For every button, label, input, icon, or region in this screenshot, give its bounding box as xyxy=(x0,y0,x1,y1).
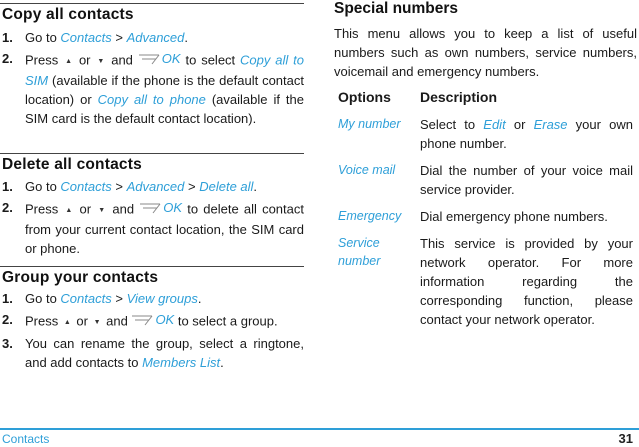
step-text: > xyxy=(111,291,127,306)
menu-link-edit: Edit xyxy=(483,117,506,132)
step-text: or xyxy=(74,52,96,68)
step-number: 3. xyxy=(2,335,13,351)
option-emergency: Emergency xyxy=(338,209,402,223)
description-cell: Dial the number of your voice mail service provider. xyxy=(420,163,633,197)
ok-label: OK xyxy=(155,312,175,327)
step-number: 1. xyxy=(2,179,13,194)
section-title-group: Group your contacts xyxy=(2,269,159,286)
menu-link-members-list: Members List xyxy=(142,354,221,370)
step-number: 2. xyxy=(2,51,13,66)
section-rule xyxy=(0,153,304,154)
table-header-row xyxy=(334,85,637,113)
step-text: Press xyxy=(25,313,62,329)
menu-link-copy-to-phone: Copy all to phone xyxy=(97,91,206,107)
nav-down-icon: ▼ xyxy=(98,206,106,214)
column-header-description: Description xyxy=(420,89,498,105)
section-title-delete: Delete all contacts xyxy=(2,156,142,173)
step-text: or xyxy=(74,201,97,217)
desc-text: Select to xyxy=(420,117,484,132)
table-row xyxy=(334,205,637,232)
option-voice-mail: Voice mail xyxy=(338,163,396,177)
section-rule xyxy=(0,266,304,267)
menu-link-view-groups: View groups xyxy=(126,291,198,306)
menu-link-contacts: Contacts xyxy=(60,291,112,306)
group-steps xyxy=(0,289,304,374)
step-text: (available if the phone is the default contact location) or xyxy=(25,72,304,107)
nav-up-icon: ▲ xyxy=(65,57,73,65)
step-text: > xyxy=(111,30,127,45)
list-item xyxy=(0,334,304,372)
desc-text: or xyxy=(505,117,534,132)
desc-text: your own phone number. xyxy=(420,117,633,151)
step-text: Press xyxy=(25,201,64,217)
nav-up-icon: ▲ xyxy=(65,206,73,214)
step-text: . xyxy=(197,291,202,306)
step-text: . xyxy=(184,30,189,45)
column-header-options: Options xyxy=(338,89,391,105)
special-numbers-intro: This menu allows you to keep a list of useful numbers such as own numbers, service numbers, voicemail and emergency numbers. xyxy=(334,26,637,79)
menu-link-contacts: Contacts xyxy=(60,30,112,45)
step-text: Go to xyxy=(25,30,61,45)
step-number: 2. xyxy=(2,312,13,327)
delete-steps xyxy=(0,177,304,260)
softkey-ok xyxy=(138,49,181,68)
step-text: to select xyxy=(180,52,241,68)
option-service-number: Service number xyxy=(338,236,381,268)
step-number: 1. xyxy=(2,291,13,306)
section-rule xyxy=(0,3,304,4)
step-text: Go to xyxy=(25,179,61,194)
left-softkey-icon xyxy=(138,53,160,65)
step-text: to delete all contact from your current contact location, the SIM card or phone. xyxy=(25,201,304,256)
table-row xyxy=(334,232,637,335)
nav-down-icon: ▼ xyxy=(97,57,105,65)
list-item xyxy=(0,177,304,196)
step-text: to select a group. xyxy=(174,313,278,329)
list-item xyxy=(0,49,304,128)
step-text: > xyxy=(111,179,127,194)
menu-link-erase: Erase xyxy=(533,117,568,132)
list-item xyxy=(0,289,304,308)
step-text: and xyxy=(106,52,138,68)
step-number: 2. xyxy=(2,200,13,215)
step-text: > xyxy=(184,179,200,194)
step-text: or xyxy=(72,313,92,329)
softkey-ok xyxy=(139,198,182,217)
list-item xyxy=(0,198,304,258)
option-my-number: My number xyxy=(338,117,401,131)
left-softkey-icon xyxy=(131,314,153,326)
list-item xyxy=(0,310,304,332)
menu-link-advanced: Advanced xyxy=(126,30,185,45)
menu-link-delete-all: Delete all xyxy=(199,179,254,194)
menu-link-copy-to-sim: Copy all to SIM xyxy=(25,52,305,88)
description-cell: This service is provided by your network operator. For more information regarding the corresponding function, please contact your network operator. xyxy=(420,236,633,327)
left-softkey-icon xyxy=(139,202,161,214)
table-row xyxy=(334,113,637,159)
ok-label: OK xyxy=(161,51,181,66)
special-numbers-title: Special numbers xyxy=(334,0,459,17)
table-row xyxy=(334,159,637,205)
footer-section-label: Contacts xyxy=(2,432,50,446)
step-text: You can rename the group, select a ringtone, and add contacts to xyxy=(25,335,304,370)
description-cell: Dial emergency phone numbers. xyxy=(420,209,608,224)
step-text: (available if the SIM card is the default contact location). xyxy=(25,91,305,126)
list-item xyxy=(0,28,304,47)
step-text: and xyxy=(107,201,140,217)
options-table xyxy=(334,85,637,335)
softkey-ok xyxy=(131,310,174,329)
description-cell xyxy=(416,113,637,159)
menu-link-contacts: Contacts xyxy=(60,179,112,194)
section-title-copy: Copy all contacts xyxy=(2,6,134,23)
page-number: 31 xyxy=(618,431,633,446)
nav-down-icon: ▼ xyxy=(93,318,101,326)
copy-steps xyxy=(0,28,304,130)
step-text: and xyxy=(102,313,132,329)
step-text: . xyxy=(220,354,224,370)
nav-up-icon: ▲ xyxy=(63,318,71,326)
step-number: 1. xyxy=(2,30,13,45)
footer-rule xyxy=(0,428,639,430)
step-text: . xyxy=(253,179,258,194)
step-text: Press xyxy=(25,52,64,68)
menu-link-advanced: Advanced xyxy=(126,179,185,194)
ok-label: OK xyxy=(163,200,183,215)
step-text: Go to xyxy=(25,291,61,306)
